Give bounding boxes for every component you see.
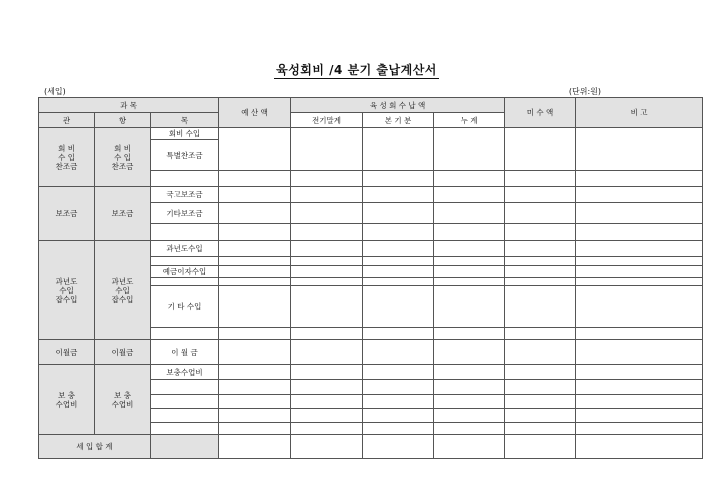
header-gwamok: 과 목 <box>39 98 219 113</box>
header-this-quarter: 본 기 분 <box>363 113 434 128</box>
gwan-cell: 회 비 수 입 찬조금 <box>39 128 95 187</box>
amount-cell[interactable] <box>219 128 291 171</box>
header-hang: 항 <box>95 113 151 128</box>
mok-cell: 특별찬조금 <box>151 140 219 171</box>
amount-cell[interactable] <box>291 128 363 171</box>
header-prev-month: 전기말계 <box>291 113 363 128</box>
amount-cell[interactable] <box>576 128 703 171</box>
total-label: 세 입 합 계 <box>39 435 151 459</box>
mok-cell: 이 월 금 <box>151 340 219 365</box>
header-unpaid: 미 수 액 <box>505 98 576 128</box>
header-receipts: 육 성 회 수 납 액 <box>291 98 505 113</box>
gwan-cell: 보 충 수업비 <box>39 365 95 435</box>
gwan-cell: 이월금 <box>39 340 95 365</box>
amount-cell[interactable] <box>505 128 576 171</box>
header-gwan: 관 <box>39 113 95 128</box>
amount-cell[interactable] <box>434 128 505 171</box>
mok-cell: 보충수업비 <box>151 365 219 380</box>
document-title: 육성회비 /4 분기 출납계산서 <box>276 63 437 77</box>
header-remarks: 비 고 <box>576 98 703 128</box>
mok-cell: 국고보조금 <box>151 187 219 203</box>
gwan-cell: 보조금 <box>39 187 95 241</box>
mok-cell: 기 타 수입 <box>151 286 219 328</box>
mok-cell: 회비 수입 <box>151 128 219 140</box>
mok-cell: 과년도수입 <box>151 241 219 257</box>
hang-cell: 과년도 수입 잡수입 <box>95 241 151 340</box>
header-cumulative: 누 계 <box>434 113 505 128</box>
unit-label: (단위:원) <box>568 87 601 96</box>
hang-cell: 보 충 수업비 <box>95 365 151 435</box>
mok-cell: 예금이자수입 <box>151 266 219 278</box>
gwan-cell: 과년도 수입 잡수입 <box>39 241 95 340</box>
ledger-table <box>38 97 703 459</box>
section-label: (세입) <box>44 87 66 96</box>
mok-cell: 기타보조금 <box>151 203 219 224</box>
hang-cell: 회 비 수 입 찬조금 <box>95 128 151 187</box>
hang-cell: 이월금 <box>95 340 151 365</box>
header-mok: 목 <box>151 113 219 128</box>
hang-cell: 보조금 <box>95 187 151 241</box>
amount-cell[interactable] <box>363 128 434 171</box>
header-budget: 예 산 액 <box>219 98 291 128</box>
